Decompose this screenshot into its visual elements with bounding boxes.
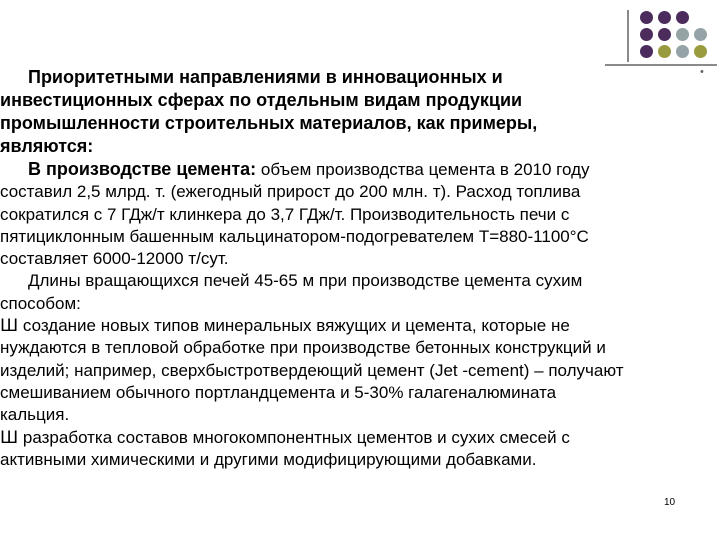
bullet-line: нуждаются в тепловой обработке при производстве бетонных конструкций и	[0, 338, 606, 358]
kiln-line: Длины вращающихся печей 45-65 м при производстве цемента сухим	[28, 271, 583, 291]
cement-line: пятициклонным башенным кальцинатором-подогревателем Т=880-1100°С	[0, 226, 589, 246]
bullet-line: кальция.	[0, 405, 70, 425]
header-divider-vertical	[627, 10, 629, 62]
bullet-item	[0, 315, 700, 337]
corner-mark: •	[700, 66, 704, 78]
bullet-line: активными химическими и другими модифицирующими добавками.	[0, 449, 537, 469]
bullet-marker: Ш	[0, 316, 19, 337]
dot	[658, 11, 671, 24]
cement-line: составляет 6000-12000 т/сут.	[0, 249, 229, 269]
bullet-text: разработка составов многокомпонентных цементов и сухих смесей с	[18, 427, 570, 447]
bullet-item	[0, 427, 700, 449]
dot	[676, 11, 689, 24]
cement-line: сократился с 7 ГДж/т клинкера до 3,7 ГДж/т. Производительность печи с	[0, 204, 570, 224]
bullet-text: создание новых типов минеральных вяжущих и цемента, которые не	[18, 316, 570, 336]
page-number: 10	[664, 497, 676, 508]
slide-body	[0, 66, 700, 471]
heading-line: Приоритетными направлениями в инновационных и	[28, 67, 503, 87]
dot	[640, 28, 653, 41]
dot	[658, 45, 671, 58]
cement-line: составил 2,5 млрд. т. (ежегодный прирост до 200 млн. т). Расход топлива	[0, 182, 581, 202]
bullet-line: изделий; например, сверхбыстротвердеющий цемент (Jet -cement) – получают	[0, 360, 624, 380]
bullet-marker: Ш	[0, 427, 19, 448]
heading-line: промышленности строительных материалов, как примеры,	[0, 113, 538, 133]
dot	[658, 28, 671, 41]
bullet-line: смешиванием обычного портландцемента и 5-30% галагеналюмината	[0, 382, 557, 402]
dot	[676, 45, 689, 58]
dot	[694, 28, 707, 41]
cement-label: В производстве цемента:	[28, 159, 257, 179]
cement-text: объем производства цемента в 2010 году	[256, 160, 590, 179]
heading-line: инвестиционных сферах по отдельным видам продукции	[0, 90, 523, 110]
dot	[640, 45, 653, 58]
heading-line: являются:	[0, 136, 94, 156]
dot	[694, 45, 707, 58]
cement-paragraph-first	[0, 158, 700, 181]
dot	[676, 28, 689, 41]
dot	[640, 11, 653, 24]
kiln-line: способом:	[0, 293, 81, 313]
